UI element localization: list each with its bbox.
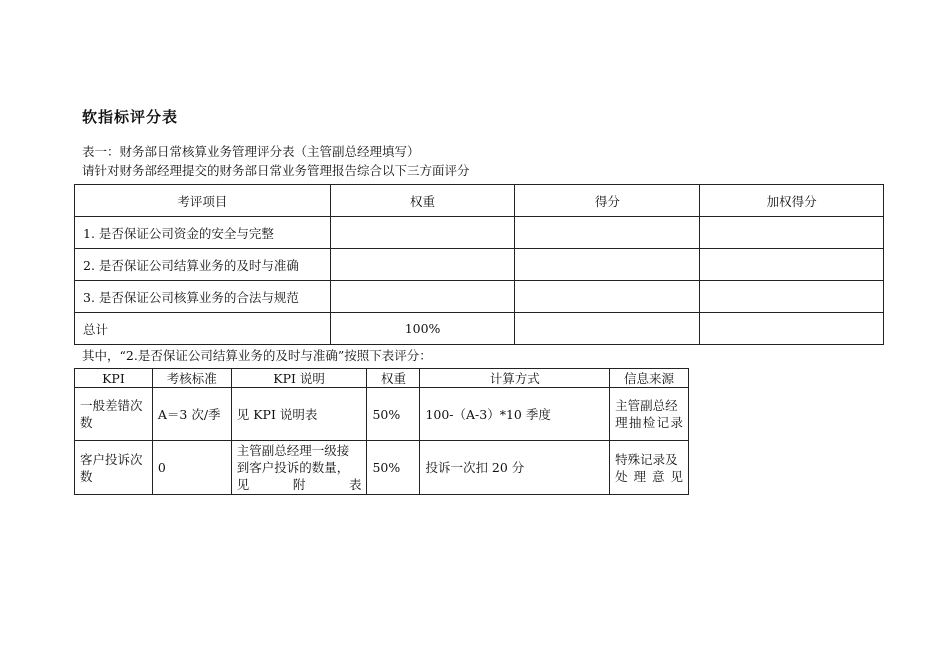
weight-cell: 50% <box>367 441 420 495</box>
score-cell <box>515 281 700 313</box>
weighted-score-cell <box>700 217 884 249</box>
scoring-table <box>74 184 884 345</box>
header-cell: KPI <box>75 369 153 388</box>
document-title: 软指标评分表 <box>82 108 179 126</box>
description-cell: 主管副总经理一级接到客户投诉的数量，见附表 <box>231 441 367 495</box>
header-cell: 考评项目 <box>75 185 331 217</box>
weighted-score-cell <box>700 281 884 313</box>
header-cell: 计算方式 <box>420 369 610 388</box>
description-cell: 见 KPI 说明表 <box>231 388 367 441</box>
kpi-table-caption: 其中，“2.是否保证公司结算业务的及时与准确”按照下表评分： <box>82 348 432 363</box>
header-cell: 权重 <box>330 185 515 217</box>
header-cell: 得分 <box>515 185 700 217</box>
source-cell: 主管副总经理抽检记录 <box>610 388 689 441</box>
kpi-table <box>74 368 689 495</box>
table-row <box>75 249 884 281</box>
header-cell: 权重 <box>367 369 420 388</box>
weight-cell <box>330 281 515 313</box>
weight-cell <box>330 217 515 249</box>
weight-cell: 50% <box>367 388 420 441</box>
item-cell: 总计 <box>75 313 331 345</box>
header-cell: 信息来源 <box>610 369 689 388</box>
kpi-cell: 一般差错次数 <box>75 388 153 441</box>
weight-cell: 100% <box>330 313 515 345</box>
table-row <box>75 388 689 441</box>
source-cell: 特殊记录及处理意见 <box>610 441 689 495</box>
table-total-row <box>75 313 884 345</box>
score-cell <box>515 217 700 249</box>
item-cell: 2. 是否保证公司结算业务的及时与准确 <box>75 249 331 281</box>
kpi-cell: 客户投诉次数 <box>75 441 153 495</box>
standard-cell: 0 <box>152 441 231 495</box>
calculation-cell: 投诉一次扣 20 分 <box>420 441 610 495</box>
header-cell: 加权得分 <box>700 185 884 217</box>
table-row <box>75 217 884 249</box>
weighted-score-cell <box>700 249 884 281</box>
table1-caption: 表一：财务部日常核算业务管理评分表（主管副总经理填写） <box>82 144 420 159</box>
header-cell: KPI 说明 <box>231 369 367 388</box>
header-cell: 考核标准 <box>152 369 231 388</box>
table-header-row <box>75 185 884 217</box>
table1-instruction: 请针对财务部经理提交的财务部日常业务管理报告综合以下三方面评分 <box>82 163 470 178</box>
weight-cell <box>330 249 515 281</box>
weighted-score-cell <box>700 313 884 345</box>
item-cell: 1. 是否保证公司资金的安全与完整 <box>75 217 331 249</box>
score-cell <box>515 249 700 281</box>
table-row <box>75 441 689 495</box>
standard-cell: A＝3 次/季 <box>152 388 231 441</box>
item-cell: 3. 是否保证公司核算业务的合法与规范 <box>75 281 331 313</box>
table-row <box>75 281 884 313</box>
score-cell <box>515 313 700 345</box>
table-header-row <box>75 369 689 388</box>
calculation-cell: 100-（A-3）*10 季度 <box>420 388 610 441</box>
